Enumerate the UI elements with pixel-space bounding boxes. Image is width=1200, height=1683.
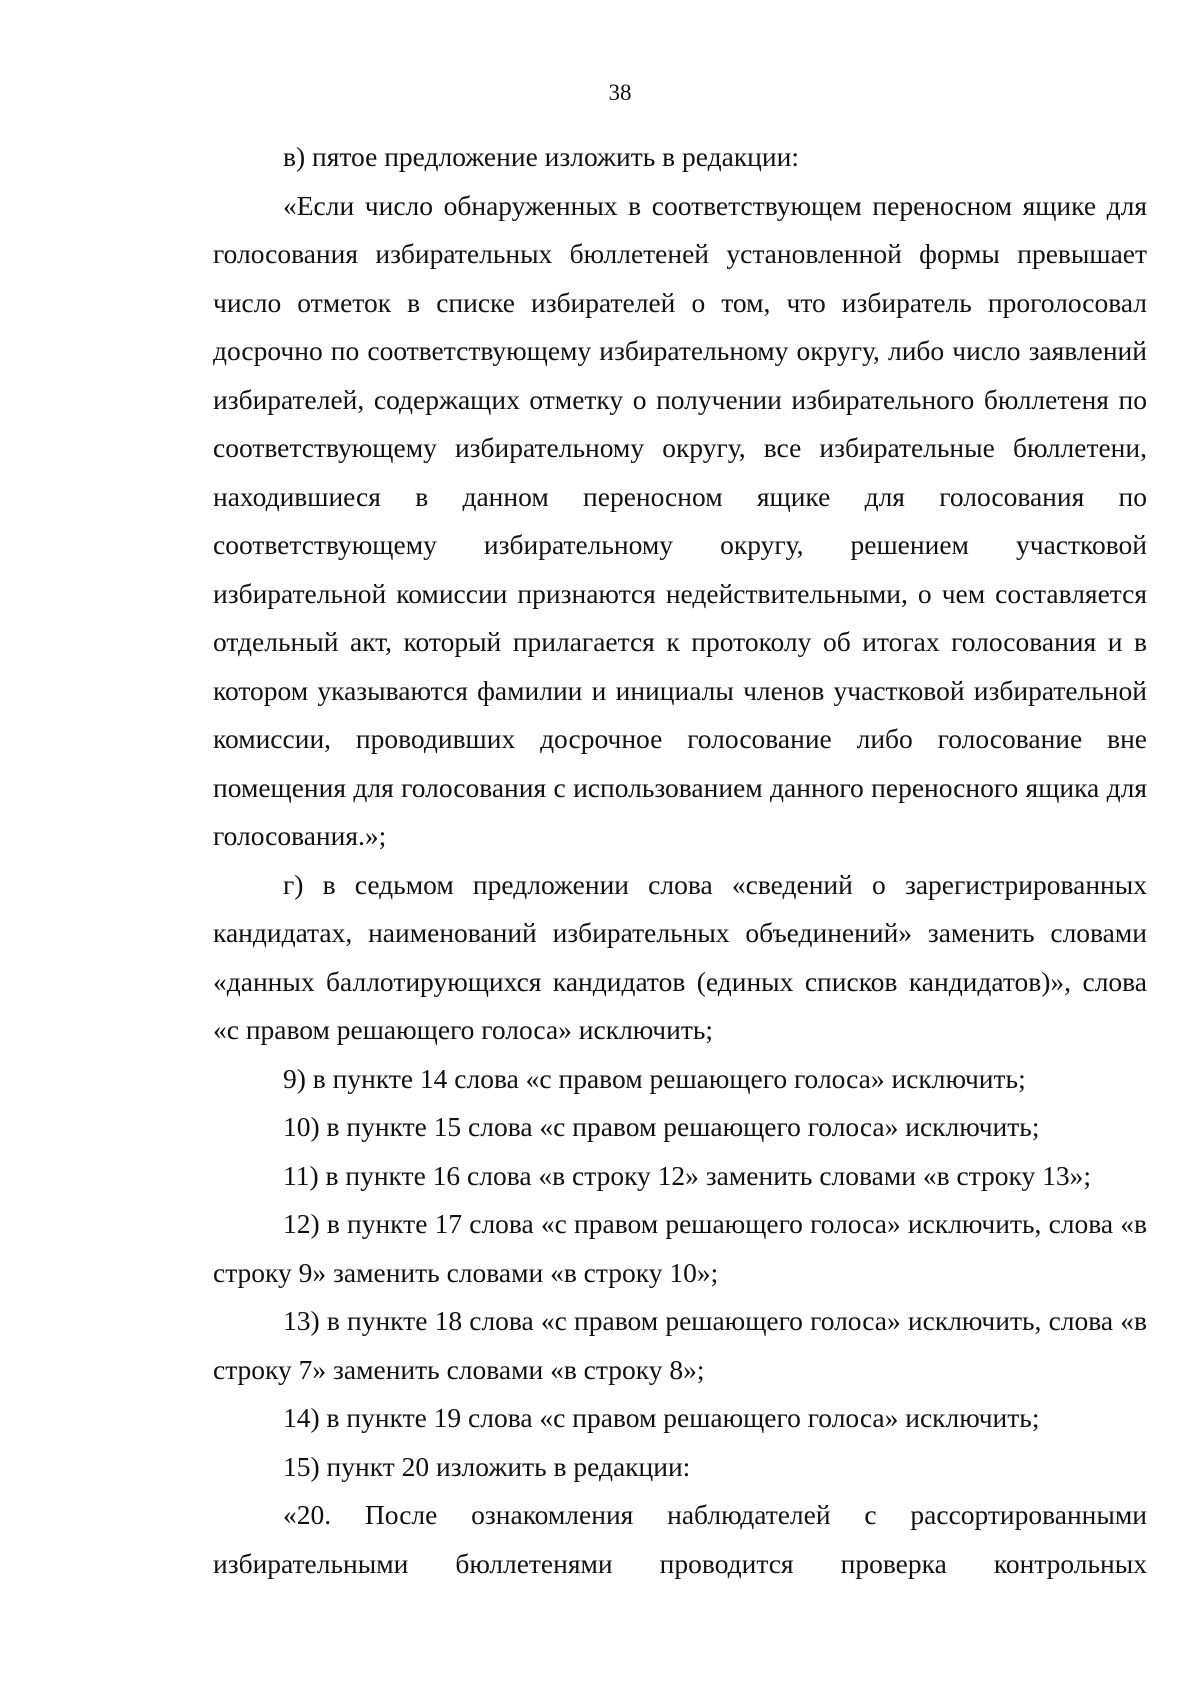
item-13: 13) в пункте 18 слова «с правом решающего голоса» исключить, слова «в строку 7» заменить словами «в строку 8»;	[213, 1305, 1147, 1385]
paragraph-g: г) в седьмом предложении слова «сведений о зарегистрированных кандидатах, наименований избирательных объединений» заменить словами «данных баллотирующихся кандидатов (единых списков кандидатов)», слова «с правом решающего голоса» исключить;	[213, 868, 1147, 1045]
page-number: 38	[608, 80, 632, 105]
item-9: 9) в пункте 14 слова «с правом решающего голоса» исключить;	[283, 1062, 1026, 1094]
item-15: 15) пункт 20 изложить в редакции:	[283, 1450, 691, 1482]
item-14: 14) в пункте 19 слова «с правом решающего голоса» исключить;	[283, 1402, 1040, 1433]
item-10: 10) в пункте 15 слова «с правом решающего голоса» исключить;	[283, 1111, 1040, 1142]
document-body	[213, 133, 1147, 1588]
paragraph-quote-sentence-5: «Если число обнаруженных в соответствующем переносном ящике для голосования избирательных бюллетеней установленной формы превышает число отметок в списке избирателей о том, что избиратель проголосовал досрочно по соответствующему избирательному округу, либо число заявлений избирателей, содержащих отметку о получении избирательного бюллетеня по соответствующему избирательному округу, все избирательные бюллетени, находившиеся в данном переносном ящике для голосования по соответствующему избирательному округу, решением участковой избирательной комиссии признаются недействительными, о чем составляется отдельный акт, который прилагается к протоколу об итогах голосования и в котором указываются фамилии и инициалы членов участковой избирательной комиссии, проводивших досрочное голосование либо голосование вне помещения для голосования с использованием данного переносного ящика для голосования.»;	[213, 189, 1147, 851]
item-11: 11) в пункте 16 слова «в строку 12» заменить словами «в строку 13»;	[283, 1159, 1092, 1191]
item-12: 12) в пункте 17 слова «с правом решающего голоса» исключить, слова «в строку 9» заменить словами «в строку 10»;	[213, 1208, 1147, 1288]
paragraph-v: в) пятое предложение изложить в редакции:	[283, 141, 799, 172]
paragraph-20-start: «20. После ознакомления наблюдателей с рассортированными избирательными бюллетенями проводится проверка контрольных	[213, 1499, 1147, 1579]
